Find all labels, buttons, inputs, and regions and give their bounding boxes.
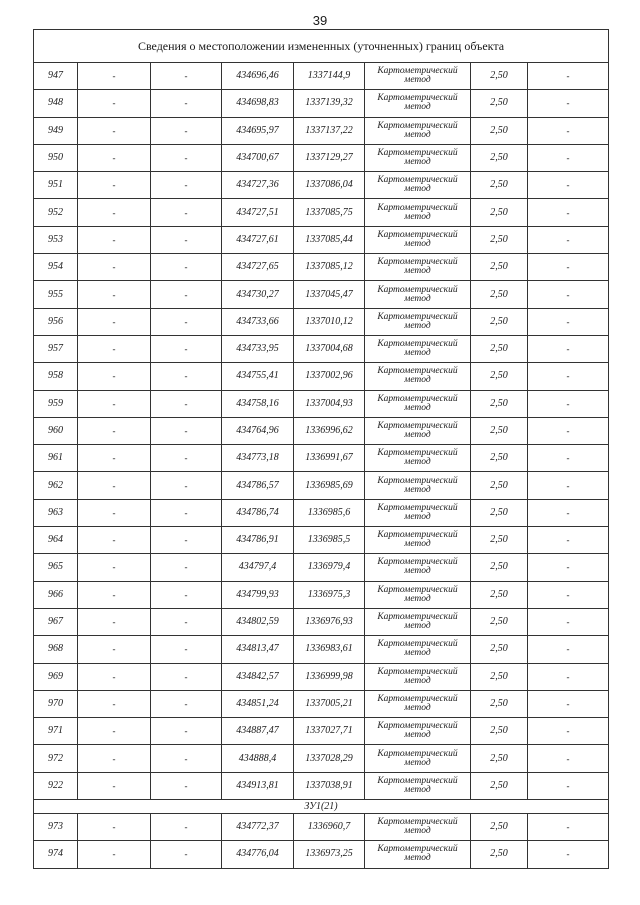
point-number-cell: 950 xyxy=(34,144,78,171)
table-row xyxy=(34,636,609,663)
description-cell: - xyxy=(528,472,609,499)
description-cell: - xyxy=(528,199,609,226)
new-y-cell: 1337028,29 xyxy=(294,745,365,772)
new-y-cell: 1336985,6 xyxy=(294,499,365,526)
table-row xyxy=(34,90,609,117)
old-x-cell: - xyxy=(78,172,151,199)
new-x-cell: 434842,57 xyxy=(222,663,294,690)
point-number-cell: 974 xyxy=(34,841,78,868)
table-row xyxy=(34,718,609,745)
new-y-cell: 1336991,67 xyxy=(294,445,365,472)
new-x-cell: 434786,57 xyxy=(222,472,294,499)
boundary-coordinates-table xyxy=(33,29,609,869)
point-number-cell: 953 xyxy=(34,226,78,253)
accuracy-cell: 2,50 xyxy=(471,254,528,281)
table-header: Сведения о местоположении измененных (уточненных) границ объекта xyxy=(34,30,609,63)
new-x-cell: 434700,67 xyxy=(222,144,294,171)
accuracy-cell: 2,50 xyxy=(471,335,528,362)
new-y-cell: 1337085,44 xyxy=(294,226,365,253)
method-cell: Картометрический метод xyxy=(365,527,471,554)
table-row xyxy=(34,608,609,635)
method-cell: Картометрический метод xyxy=(365,117,471,144)
old-x-cell: - xyxy=(78,527,151,554)
description-cell: - xyxy=(528,841,609,868)
accuracy-cell: 2,50 xyxy=(471,281,528,308)
table-row xyxy=(34,172,609,199)
point-number-cell: 958 xyxy=(34,363,78,390)
new-x-cell: 434913,81 xyxy=(222,772,294,799)
accuracy-cell: 2,50 xyxy=(471,472,528,499)
method-cell: Картометрический метод xyxy=(365,172,471,199)
old-x-cell: - xyxy=(78,254,151,281)
accuracy-cell: 2,50 xyxy=(471,499,528,526)
new-y-cell: 1337027,71 xyxy=(294,718,365,745)
old-x-cell: - xyxy=(78,308,151,335)
old-y-cell: - xyxy=(151,745,222,772)
accuracy-cell: 2,50 xyxy=(471,527,528,554)
new-x-cell: 434772,37 xyxy=(222,814,294,841)
table-row xyxy=(34,335,609,362)
method-cell: Картометрический метод xyxy=(365,608,471,635)
old-x-cell: - xyxy=(78,445,151,472)
method-cell: Картометрический метод xyxy=(365,390,471,417)
description-cell: - xyxy=(528,663,609,690)
table-row xyxy=(34,63,609,90)
new-x-cell: 434813,47 xyxy=(222,636,294,663)
old-y-cell: - xyxy=(151,499,222,526)
new-y-cell: 1337004,68 xyxy=(294,335,365,362)
group-label: ЗУ1(21) xyxy=(34,800,609,814)
description-cell: - xyxy=(528,335,609,362)
old-y-cell: - xyxy=(151,417,222,444)
method-cell: Картометрический метод xyxy=(365,254,471,281)
new-x-cell: 434727,36 xyxy=(222,172,294,199)
table-row xyxy=(34,199,609,226)
old-x-cell: - xyxy=(78,226,151,253)
old-x-cell: - xyxy=(78,636,151,663)
accuracy-cell: 2,50 xyxy=(471,117,528,144)
table-row xyxy=(34,745,609,772)
old-x-cell: - xyxy=(78,199,151,226)
new-y-cell: 1336996,62 xyxy=(294,417,365,444)
new-y-cell: 1337129,27 xyxy=(294,144,365,171)
new-y-cell: 1336976,93 xyxy=(294,608,365,635)
new-y-cell: 1337004,93 xyxy=(294,390,365,417)
new-y-cell: 1337045,47 xyxy=(294,281,365,308)
old-x-cell: - xyxy=(78,814,151,841)
old-y-cell: - xyxy=(151,718,222,745)
new-y-cell: 1337137,22 xyxy=(294,117,365,144)
accuracy-cell: 2,50 xyxy=(471,814,528,841)
table-row xyxy=(34,226,609,253)
new-y-cell: 1337038,91 xyxy=(294,772,365,799)
new-x-cell: 434797,4 xyxy=(222,554,294,581)
point-number-cell: 952 xyxy=(34,199,78,226)
old-y-cell: - xyxy=(151,226,222,253)
description-cell: - xyxy=(528,390,609,417)
table-row xyxy=(34,445,609,472)
point-number-cell: 959 xyxy=(34,390,78,417)
old-y-cell: - xyxy=(151,636,222,663)
method-cell: Картометрический метод xyxy=(365,554,471,581)
table-row xyxy=(34,772,609,799)
method-cell: Картометрический метод xyxy=(365,663,471,690)
new-x-cell: 434758,16 xyxy=(222,390,294,417)
old-x-cell: - xyxy=(78,663,151,690)
method-cell: Картометрический метод xyxy=(365,814,471,841)
description-cell: - xyxy=(528,363,609,390)
old-y-cell: - xyxy=(151,554,222,581)
accuracy-cell: 2,50 xyxy=(471,144,528,171)
new-y-cell: 1337139,32 xyxy=(294,90,365,117)
new-y-cell: 1336960,7 xyxy=(294,814,365,841)
old-y-cell: - xyxy=(151,841,222,868)
accuracy-cell: 2,50 xyxy=(471,445,528,472)
method-cell: Картометрический метод xyxy=(365,335,471,362)
new-x-cell: 434887,47 xyxy=(222,718,294,745)
new-y-cell: 1337010,12 xyxy=(294,308,365,335)
table-row xyxy=(34,472,609,499)
new-x-cell: 434786,74 xyxy=(222,499,294,526)
point-number-cell: 971 xyxy=(34,718,78,745)
new-x-cell: 434727,65 xyxy=(222,254,294,281)
old-y-cell: - xyxy=(151,308,222,335)
old-y-cell: - xyxy=(151,581,222,608)
accuracy-cell: 2,50 xyxy=(471,226,528,253)
method-cell: Картометрический метод xyxy=(365,636,471,663)
table-row xyxy=(34,117,609,144)
new-y-cell: 1337002,96 xyxy=(294,363,365,390)
old-x-cell: - xyxy=(78,841,151,868)
method-cell: Картометрический метод xyxy=(365,144,471,171)
point-number-cell: 954 xyxy=(34,254,78,281)
accuracy-cell: 2,50 xyxy=(471,390,528,417)
accuracy-cell: 2,50 xyxy=(471,308,528,335)
old-y-cell: - xyxy=(151,335,222,362)
table-row xyxy=(34,554,609,581)
description-cell: - xyxy=(528,527,609,554)
method-cell: Картометрический метод xyxy=(365,445,471,472)
point-number-cell: 963 xyxy=(34,499,78,526)
point-number-cell: 962 xyxy=(34,472,78,499)
old-y-cell: - xyxy=(151,772,222,799)
table-row xyxy=(34,144,609,171)
old-x-cell: - xyxy=(78,690,151,717)
new-x-cell: 434764,96 xyxy=(222,417,294,444)
new-y-cell: 1337085,12 xyxy=(294,254,365,281)
point-number-cell: 922 xyxy=(34,772,78,799)
table-row xyxy=(34,841,609,868)
method-cell: Картометрический метод xyxy=(365,690,471,717)
new-x-cell: 434733,95 xyxy=(222,335,294,362)
old-x-cell: - xyxy=(78,499,151,526)
old-x-cell: - xyxy=(78,363,151,390)
new-y-cell: 1336985,5 xyxy=(294,527,365,554)
description-cell: - xyxy=(528,117,609,144)
old-x-cell: - xyxy=(78,390,151,417)
old-y-cell: - xyxy=(151,144,222,171)
new-y-cell: 1337086,04 xyxy=(294,172,365,199)
new-x-cell: 434802,59 xyxy=(222,608,294,635)
new-x-cell: 434727,61 xyxy=(222,226,294,253)
description-cell: - xyxy=(528,281,609,308)
method-cell: Картометрический метод xyxy=(365,581,471,608)
description-cell: - xyxy=(528,499,609,526)
method-cell: Картометрический метод xyxy=(365,308,471,335)
method-cell: Картометрический метод xyxy=(365,772,471,799)
accuracy-cell: 2,50 xyxy=(471,172,528,199)
old-x-cell: - xyxy=(78,608,151,635)
table-row xyxy=(34,527,609,554)
old-y-cell: - xyxy=(151,690,222,717)
description-cell: - xyxy=(528,814,609,841)
table-row xyxy=(34,363,609,390)
table-row xyxy=(34,690,609,717)
description-cell: - xyxy=(528,254,609,281)
description-cell: - xyxy=(528,445,609,472)
point-number-cell: 949 xyxy=(34,117,78,144)
old-y-cell: - xyxy=(151,390,222,417)
method-cell: Картометрический метод xyxy=(365,745,471,772)
accuracy-cell: 2,50 xyxy=(471,718,528,745)
accuracy-cell: 2,50 xyxy=(471,199,528,226)
new-y-cell: 1336999,98 xyxy=(294,663,365,690)
method-cell: Картометрический метод xyxy=(365,363,471,390)
new-y-cell: 1336979,4 xyxy=(294,554,365,581)
old-y-cell: - xyxy=(151,814,222,841)
description-cell: - xyxy=(528,144,609,171)
old-y-cell: - xyxy=(151,172,222,199)
method-cell: Картометрический метод xyxy=(365,63,471,90)
old-x-cell: - xyxy=(78,117,151,144)
description-cell: - xyxy=(528,417,609,444)
new-y-cell: 1336985,69 xyxy=(294,472,365,499)
description-cell: - xyxy=(528,636,609,663)
new-x-cell: 434727,51 xyxy=(222,199,294,226)
new-y-cell: 1336973,25 xyxy=(294,841,365,868)
point-number-cell: 965 xyxy=(34,554,78,581)
old-y-cell: - xyxy=(151,199,222,226)
method-cell: Картометрический метод xyxy=(365,841,471,868)
new-y-cell: 1337005,21 xyxy=(294,690,365,717)
description-cell: - xyxy=(528,308,609,335)
accuracy-cell: 2,50 xyxy=(471,663,528,690)
method-cell: Картометрический метод xyxy=(365,417,471,444)
point-number-cell: 967 xyxy=(34,608,78,635)
page-number: 39 xyxy=(312,13,328,28)
old-x-cell: - xyxy=(78,90,151,117)
old-y-cell: - xyxy=(151,281,222,308)
point-number-cell: 970 xyxy=(34,690,78,717)
description-cell: - xyxy=(528,226,609,253)
old-y-cell: - xyxy=(151,527,222,554)
old-y-cell: - xyxy=(151,254,222,281)
point-number-cell: 969 xyxy=(34,663,78,690)
table-row xyxy=(34,814,609,841)
old-x-cell: - xyxy=(78,581,151,608)
method-cell: Картометрический метод xyxy=(365,472,471,499)
old-x-cell: - xyxy=(78,472,151,499)
table-row xyxy=(34,390,609,417)
table-row xyxy=(34,499,609,526)
point-number-cell: 973 xyxy=(34,814,78,841)
method-cell: Картометрический метод xyxy=(365,90,471,117)
description-cell: - xyxy=(528,608,609,635)
table-header-row xyxy=(34,30,609,63)
old-y-cell: - xyxy=(151,472,222,499)
old-x-cell: - xyxy=(78,335,151,362)
new-x-cell: 434773,18 xyxy=(222,445,294,472)
point-number-cell: 957 xyxy=(34,335,78,362)
new-y-cell: 1337085,75 xyxy=(294,199,365,226)
description-cell: - xyxy=(528,581,609,608)
old-x-cell: - xyxy=(78,144,151,171)
old-x-cell: - xyxy=(78,554,151,581)
new-y-cell: 1336983,61 xyxy=(294,636,365,663)
description-cell: - xyxy=(528,172,609,199)
old-x-cell: - xyxy=(78,417,151,444)
new-x-cell: 434696,46 xyxy=(222,63,294,90)
method-cell: Картометрический метод xyxy=(365,499,471,526)
old-y-cell: - xyxy=(151,663,222,690)
accuracy-cell: 2,50 xyxy=(471,636,528,663)
description-cell: - xyxy=(528,90,609,117)
method-cell: Картометрический метод xyxy=(365,226,471,253)
table-row xyxy=(34,663,609,690)
new-y-cell: 1337144,9 xyxy=(294,63,365,90)
new-x-cell: 434786,91 xyxy=(222,527,294,554)
new-x-cell: 434776,04 xyxy=(222,841,294,868)
accuracy-cell: 2,50 xyxy=(471,608,528,635)
point-number-cell: 948 xyxy=(34,90,78,117)
description-cell: - xyxy=(528,554,609,581)
old-x-cell: - xyxy=(78,63,151,90)
table-row xyxy=(34,581,609,608)
point-number-cell: 951 xyxy=(34,172,78,199)
group-label-row xyxy=(34,800,609,814)
new-x-cell: 434698,83 xyxy=(222,90,294,117)
old-y-cell: - xyxy=(151,445,222,472)
point-number-cell: 964 xyxy=(34,527,78,554)
point-number-cell: 968 xyxy=(34,636,78,663)
new-x-cell: 434888,4 xyxy=(222,745,294,772)
accuracy-cell: 2,50 xyxy=(471,841,528,868)
new-x-cell: 434799,93 xyxy=(222,581,294,608)
description-cell: - xyxy=(528,718,609,745)
point-number-cell: 947 xyxy=(34,63,78,90)
table-row xyxy=(34,417,609,444)
old-y-cell: - xyxy=(151,90,222,117)
point-number-cell: 972 xyxy=(34,745,78,772)
point-number-cell: 961 xyxy=(34,445,78,472)
table-row xyxy=(34,254,609,281)
old-x-cell: - xyxy=(78,772,151,799)
old-x-cell: - xyxy=(78,745,151,772)
description-cell: - xyxy=(528,690,609,717)
new-x-cell: 434733,66 xyxy=(222,308,294,335)
accuracy-cell: 2,50 xyxy=(471,417,528,444)
table-row xyxy=(34,281,609,308)
old-y-cell: - xyxy=(151,363,222,390)
point-number-cell: 956 xyxy=(34,308,78,335)
method-cell: Картометрический метод xyxy=(365,199,471,226)
new-x-cell: 434755,41 xyxy=(222,363,294,390)
accuracy-cell: 2,50 xyxy=(471,745,528,772)
description-cell: - xyxy=(528,745,609,772)
new-x-cell: 434730,27 xyxy=(222,281,294,308)
method-cell: Картометрический метод xyxy=(365,281,471,308)
old-x-cell: - xyxy=(78,281,151,308)
point-number-cell: 960 xyxy=(34,417,78,444)
point-number-cell: 955 xyxy=(34,281,78,308)
description-cell: - xyxy=(528,772,609,799)
accuracy-cell: 2,50 xyxy=(471,90,528,117)
old-y-cell: - xyxy=(151,117,222,144)
accuracy-cell: 2,50 xyxy=(471,363,528,390)
accuracy-cell: 2,50 xyxy=(471,772,528,799)
accuracy-cell: 2,50 xyxy=(471,581,528,608)
method-cell: Картометрический метод xyxy=(365,718,471,745)
new-x-cell: 434851,24 xyxy=(222,690,294,717)
accuracy-cell: 2,50 xyxy=(471,63,528,90)
old-y-cell: - xyxy=(151,63,222,90)
table-row xyxy=(34,308,609,335)
new-x-cell: 434695,97 xyxy=(222,117,294,144)
accuracy-cell: 2,50 xyxy=(471,690,528,717)
new-y-cell: 1336975,3 xyxy=(294,581,365,608)
accuracy-cell: 2,50 xyxy=(471,554,528,581)
old-x-cell: - xyxy=(78,718,151,745)
point-number-cell: 966 xyxy=(34,581,78,608)
description-cell: - xyxy=(528,63,609,90)
old-y-cell: - xyxy=(151,608,222,635)
